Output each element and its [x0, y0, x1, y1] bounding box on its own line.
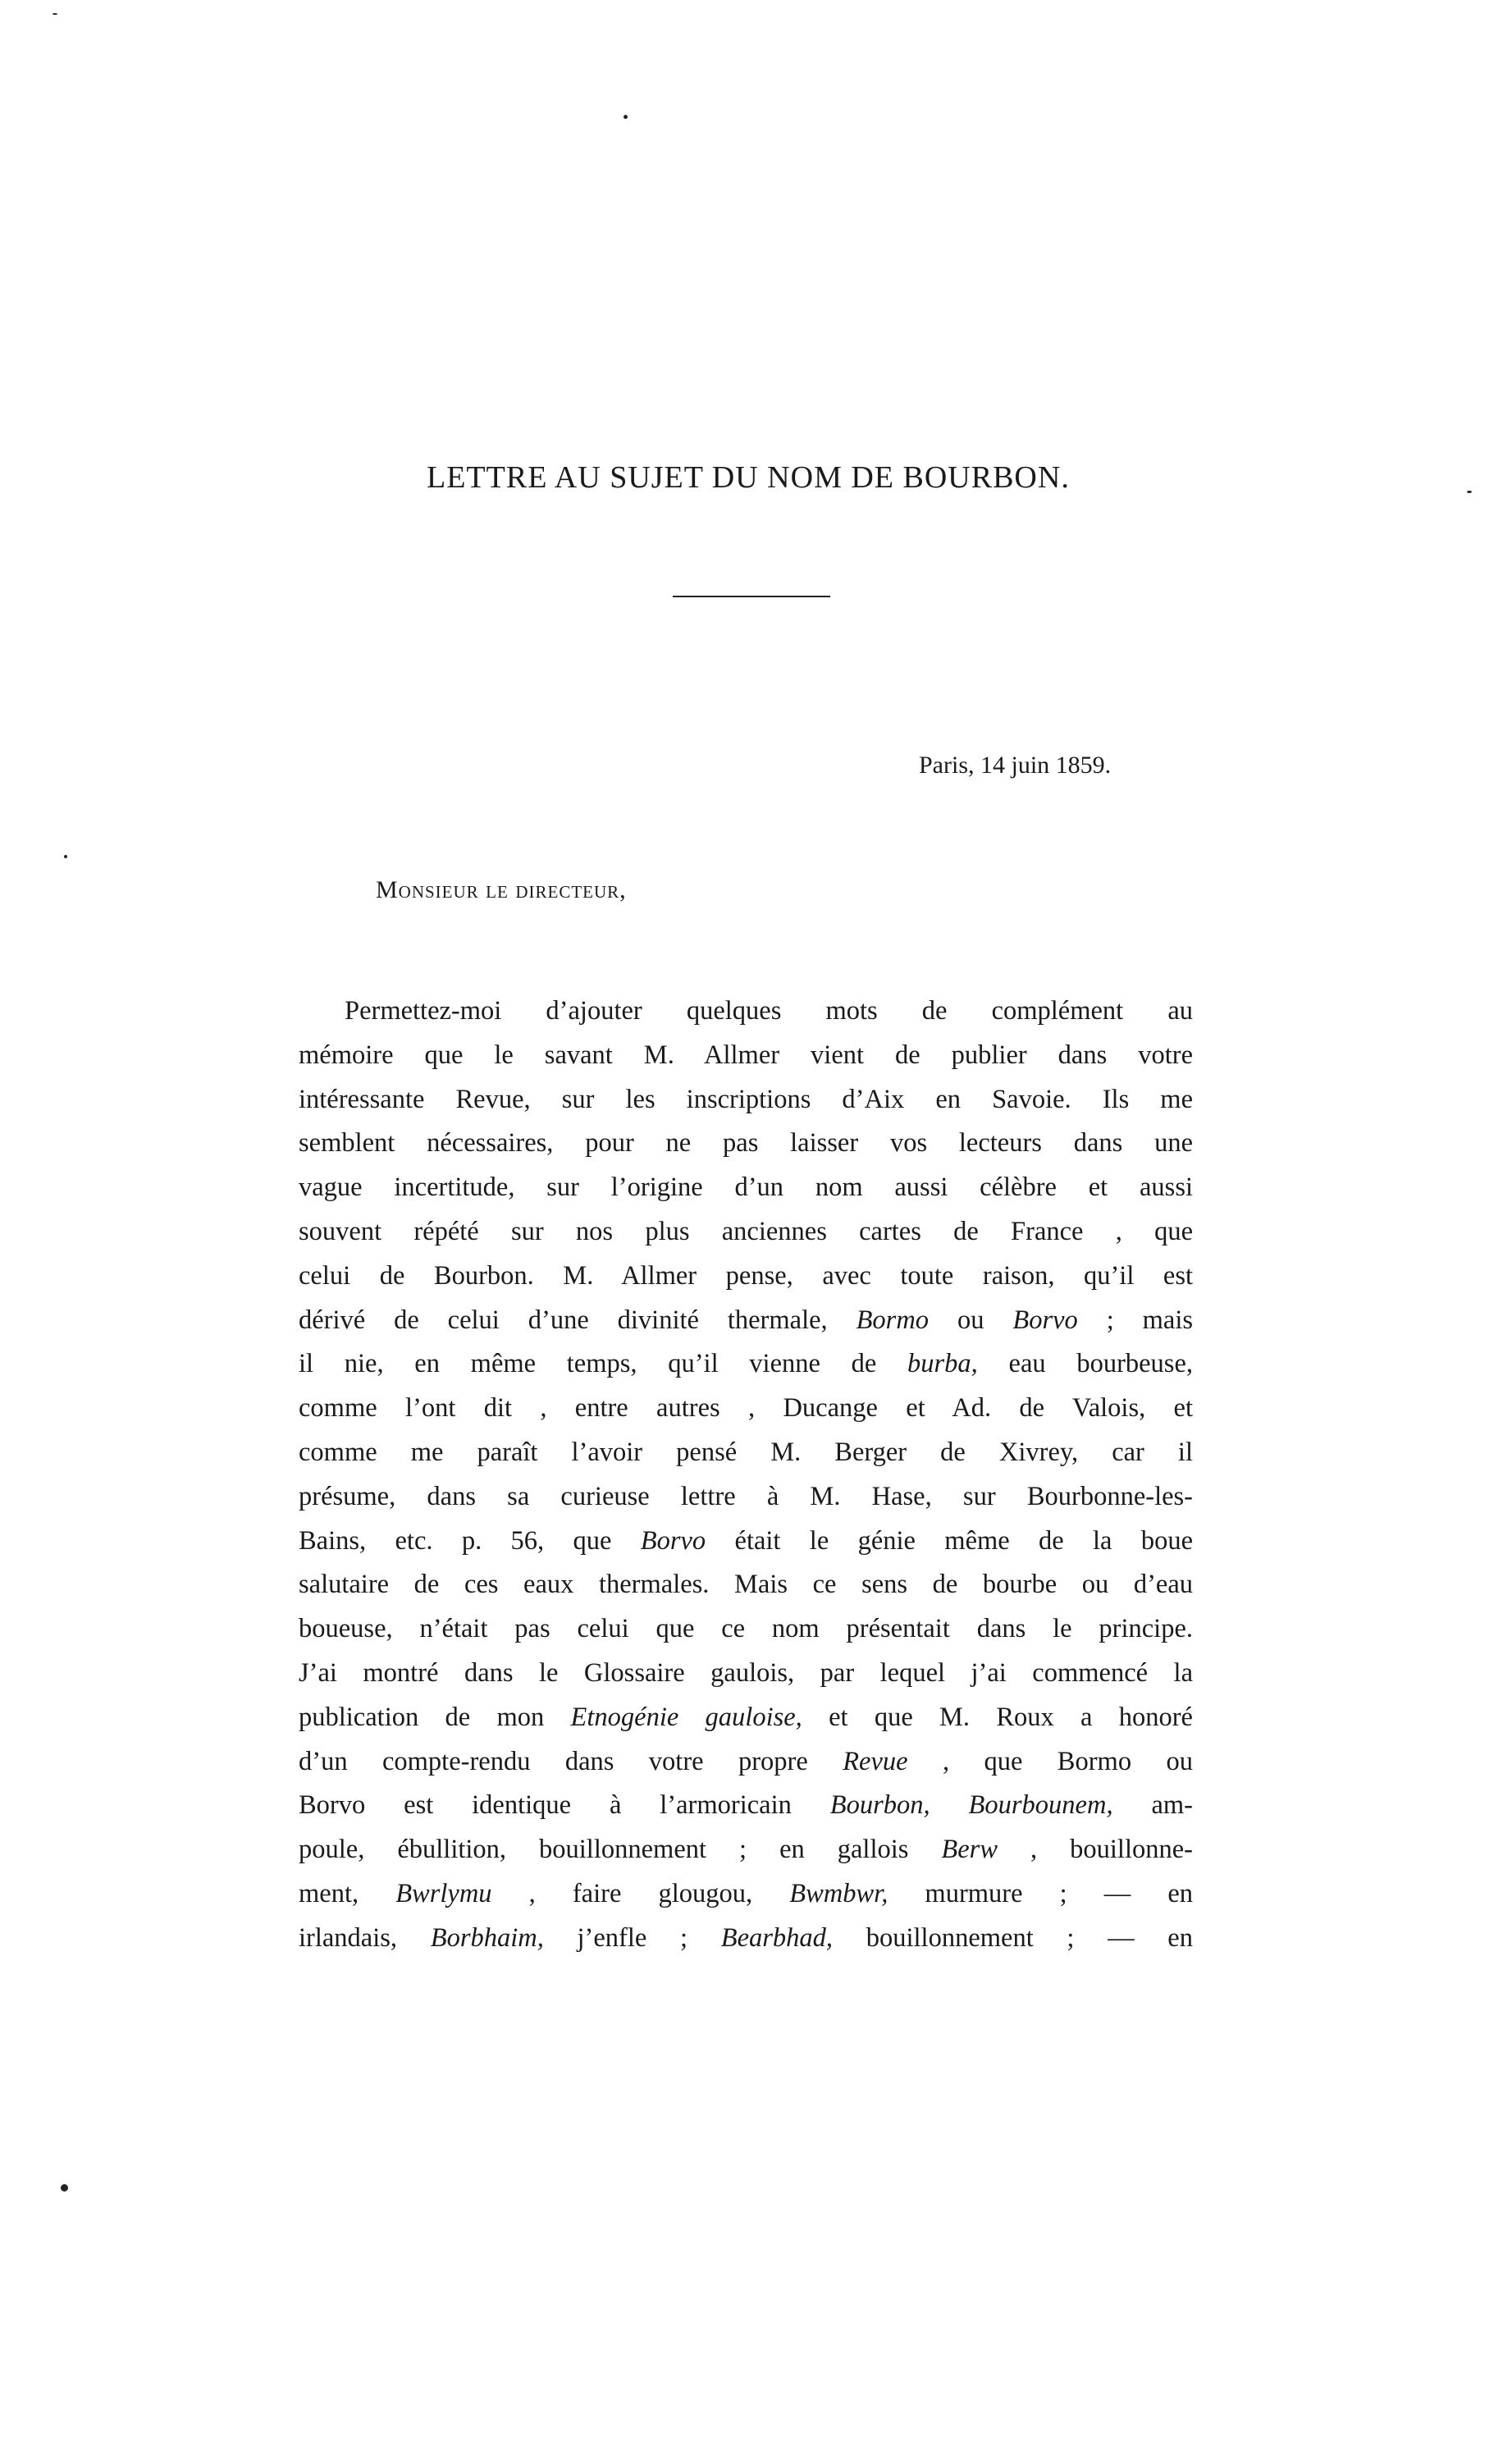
text-run: mémoire que le savant M. Allmer vient de publier dans votre — [299, 1040, 1193, 1070]
dateline: Paris, 14 juin 1859. — [919, 752, 1112, 779]
text-run: ment, — [299, 1878, 396, 1908]
italic-term: Revue — [843, 1746, 908, 1776]
scan-speck — [61, 2184, 68, 2192]
text-run: présume, dans sa curieuse lettre à M. Hase, sur Bourbonne-les- — [299, 1481, 1193, 1511]
text-run: poule, ébullition, bouillonnement ; en gallois — [299, 1835, 942, 1865]
text-line — [299, 1917, 1193, 1961]
text-run: souvent répété sur nos plus anciennes cartes de France , que — [299, 1216, 1193, 1246]
text-run: était le génie même de la boue — [706, 1525, 1193, 1556]
text-line — [299, 1166, 1193, 1210]
text-run: comme l’ont dit , entre autres , Ducange et Ad. de Valois, et — [299, 1393, 1193, 1424]
text-run: publication de mon — [299, 1702, 571, 1732]
italic-term: Borvo — [640, 1525, 706, 1556]
text-run: et que M. Roux a honoré — [802, 1702, 1193, 1732]
text-line — [299, 1563, 1193, 1607]
text-run: J’ai montré dans le Glossaire gaulois, par lequel j’ai commencé la — [299, 1657, 1193, 1688]
text-run: bouillonnement ; — en — [833, 1922, 1193, 1953]
text-run: , bouillonne- — [998, 1835, 1193, 1865]
scan-speck — [53, 13, 57, 15]
italic-term: Bearbhad, — [720, 1922, 834, 1953]
text-run: , que Bormo ou — [907, 1746, 1193, 1776]
text-run: d’un compte-rendu dans votre propre — [299, 1746, 843, 1776]
text-run: vague incertitude, sur l’origine d’un nom aussi célèbre et aussi — [299, 1172, 1193, 1203]
italic-term: Bwrlymu — [395, 1878, 492, 1908]
text-line — [299, 1342, 1193, 1387]
text-line — [299, 1078, 1193, 1122]
text-line — [299, 1520, 1193, 1564]
text-run: ou — [929, 1305, 1013, 1335]
text-run: Bains, etc. p. 56, que — [299, 1525, 641, 1556]
salutation: Monsieur le directeur, — [376, 876, 627, 903]
text-run: boueuse, n’était pas celui que ce nom présentait dans le principe. — [299, 1614, 1193, 1644]
italic-term: Bormo — [856, 1305, 930, 1335]
text-line — [299, 1255, 1193, 1299]
text-line — [299, 1784, 1193, 1828]
text-run: celui de Bourbon. M. Allmer pense, avec toute raison, qu’il est — [299, 1260, 1193, 1291]
italic-term: Borbhaim, — [430, 1922, 544, 1953]
italic-term: burba, — [907, 1349, 978, 1379]
text-line — [299, 990, 1193, 1034]
text-run: , faire glougou, — [491, 1878, 790, 1908]
text-run: irlandais, — [299, 1922, 431, 1953]
text-line — [299, 1652, 1193, 1696]
text-run: eau bourbeuse, — [977, 1349, 1194, 1379]
text-run: Borvo est identique à l’armoricain — [299, 1790, 830, 1821]
italic-term: Bwmbwr, — [789, 1878, 888, 1908]
text-line — [299, 1299, 1193, 1343]
text-line — [299, 1607, 1193, 1652]
text-line — [299, 1034, 1193, 1078]
italic-term: Bourbon, Bourbounem, — [829, 1790, 1113, 1821]
text-run: semblent nécessaires, pour ne pas laisser vos lecteurs dans une — [299, 1128, 1193, 1159]
scan-speck — [624, 115, 628, 119]
scan-speck — [1467, 491, 1472, 493]
italic-term: Borvo — [1012, 1305, 1078, 1335]
text-run: murmure ; — en — [888, 1878, 1194, 1908]
text-line — [299, 1872, 1193, 1917]
scan-speck — [64, 855, 67, 858]
letter-body — [299, 990, 1193, 1961]
text-run: intéressante Revue, sur les inscriptions d’Aix en Savoie. Ils me — [299, 1084, 1193, 1114]
text-line — [299, 1828, 1193, 1872]
text-run: comme me paraît l’avoir pensé M. Berger de Xivrey, car il — [299, 1437, 1193, 1467]
text-line — [299, 1740, 1193, 1785]
text-line — [299, 1696, 1193, 1740]
text-line — [299, 1122, 1193, 1166]
italic-term: Etnogénie gauloise, — [570, 1702, 802, 1732]
text-run: il nie, en même temps, qu’il vienne de — [299, 1349, 908, 1379]
text-line — [299, 1475, 1193, 1520]
text-run: dérivé de celui d’une divinité thermale, — [299, 1305, 856, 1335]
title-separator-rule — [673, 596, 830, 597]
italic-term: Berw — [941, 1835, 998, 1865]
text-line — [299, 1210, 1193, 1255]
text-run: am- — [1112, 1790, 1193, 1821]
text-run: j’enfle ; — [543, 1922, 721, 1953]
text-run: ; mais — [1077, 1305, 1194, 1335]
text-run: Permettez-moi d’ajouter quelques mots de complément au — [345, 996, 1193, 1026]
text-line — [299, 1387, 1193, 1431]
page-title: LETTRE AU SUJET DU NOM DE BOURBON. — [427, 460, 1070, 495]
text-run: salutaire de ces eaux thermales. Mais ce sens de bourbe ou d’eau — [299, 1570, 1193, 1600]
text-line — [299, 1431, 1193, 1475]
